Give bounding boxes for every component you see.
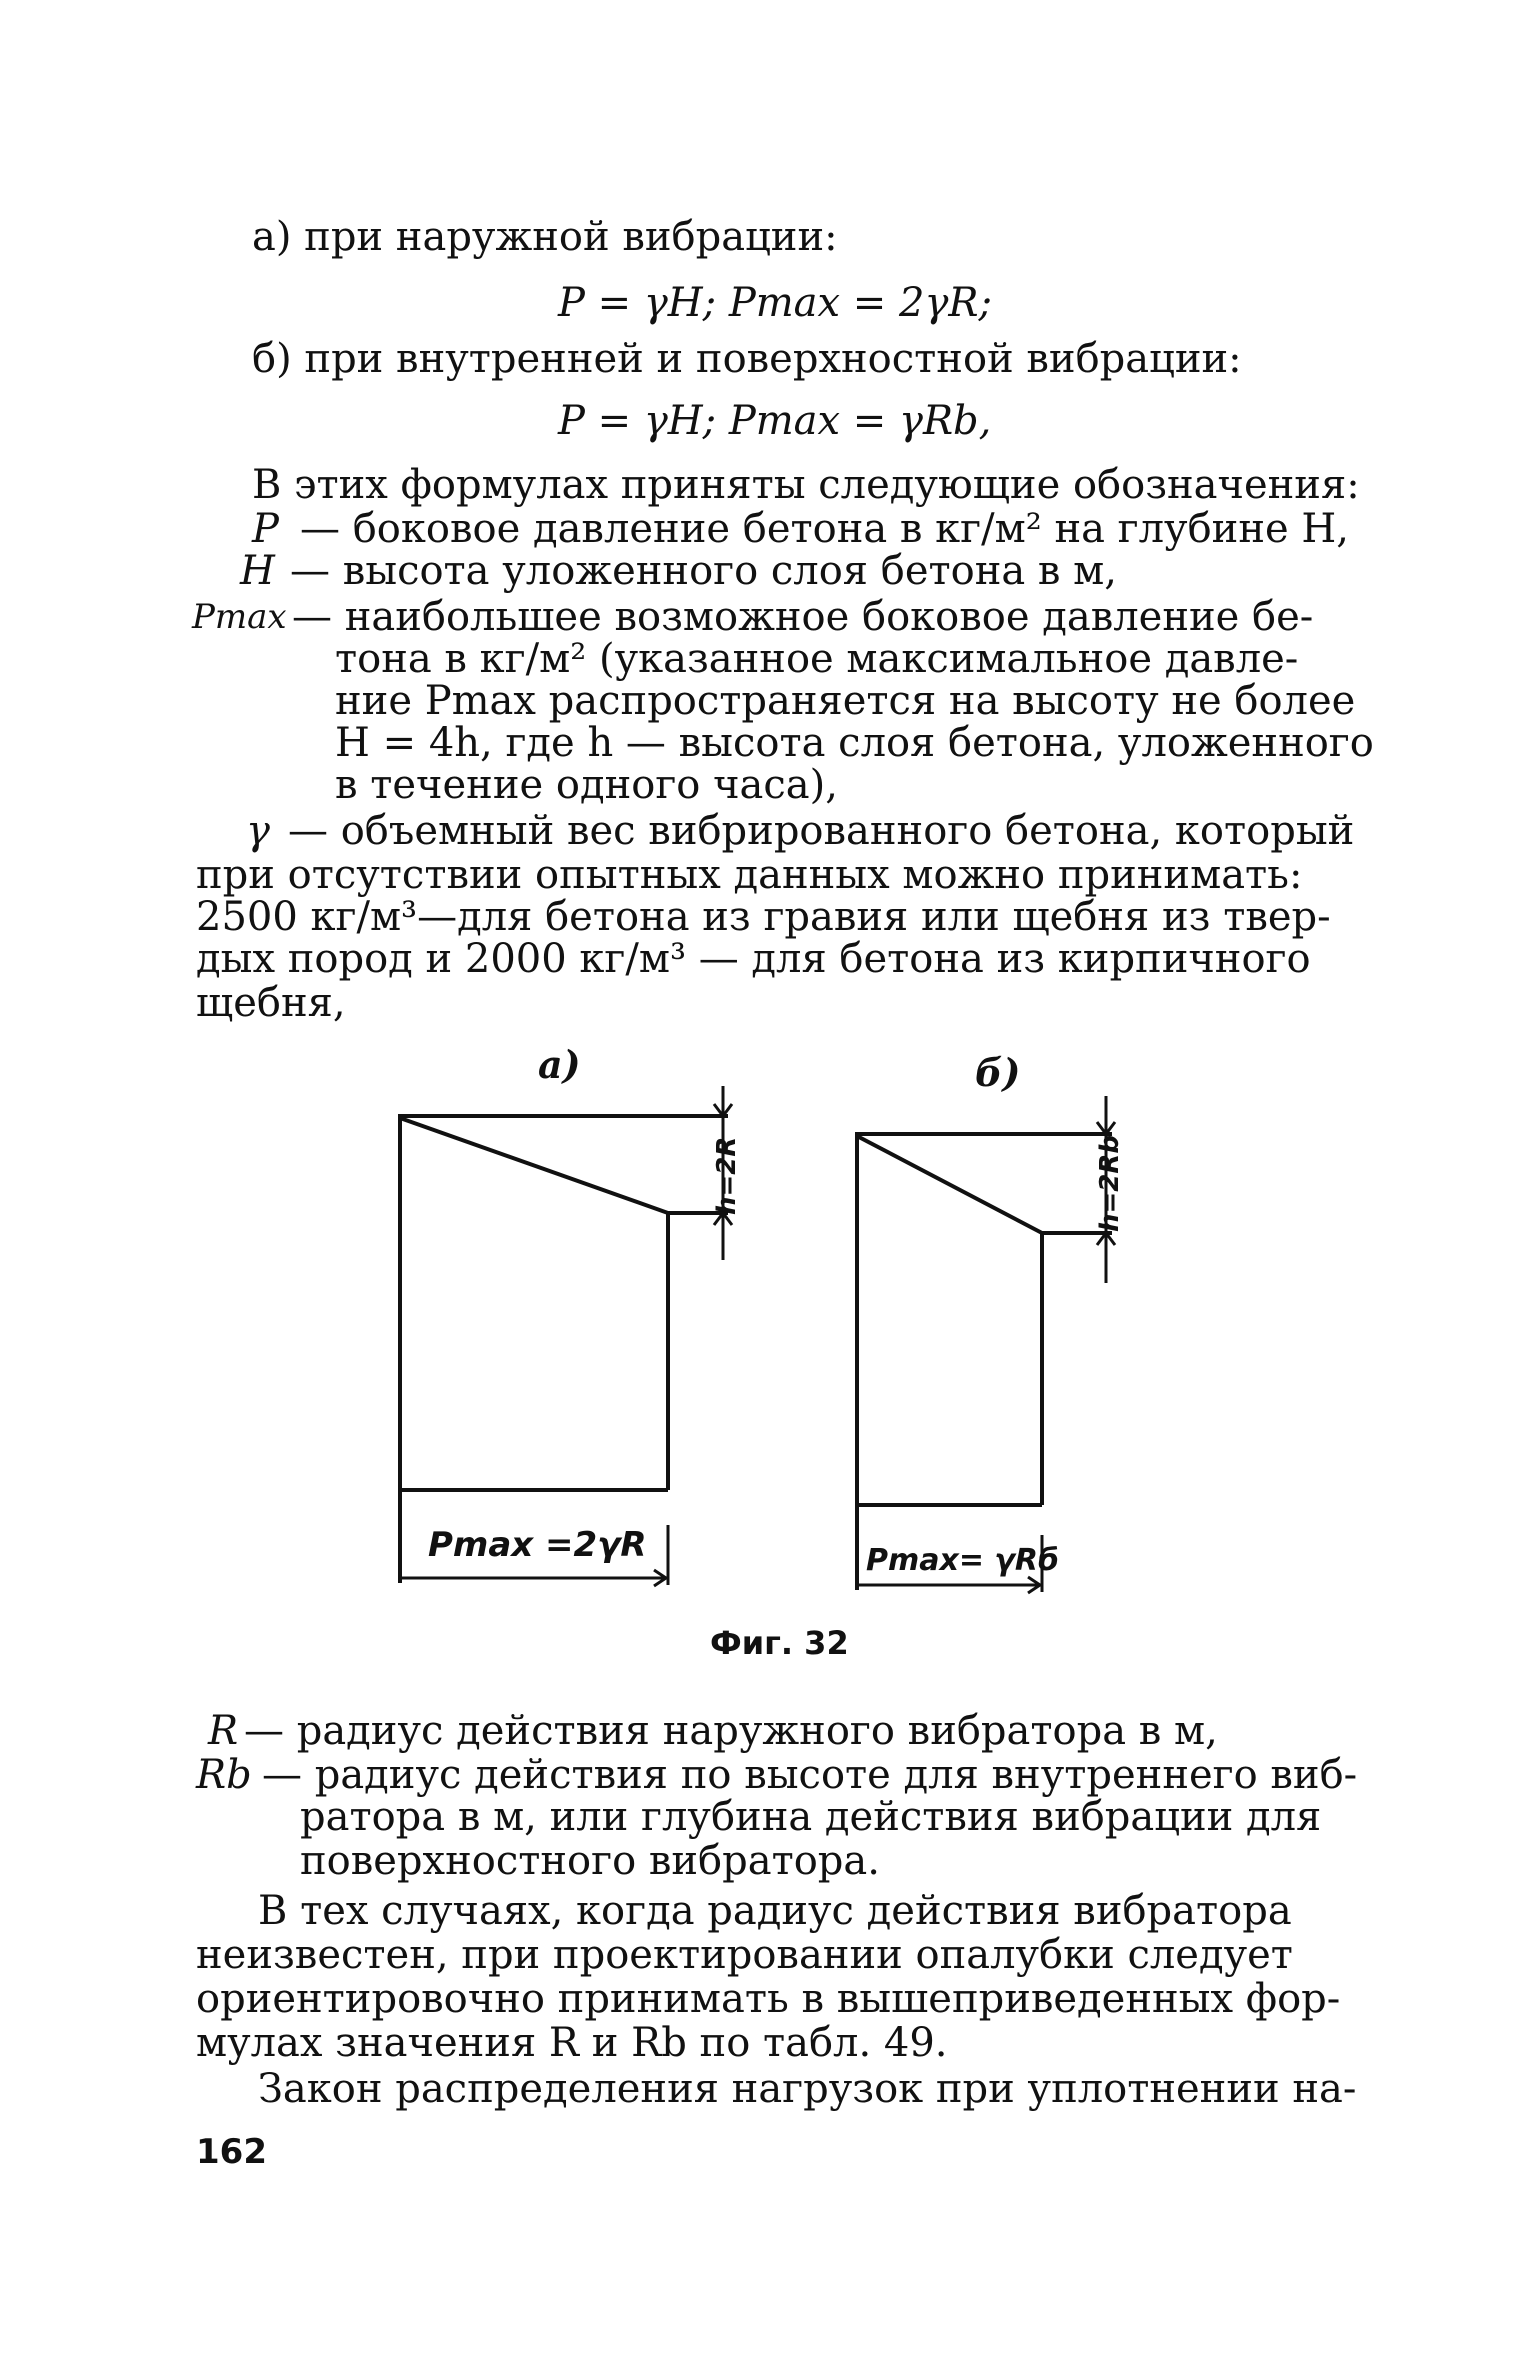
- heading-a: а) при наружной вибрации:: [252, 214, 838, 260]
- term-R: R: [208, 1708, 239, 1754]
- page-number: 162: [196, 2132, 267, 2172]
- diagram-a: [398, 1086, 732, 1586]
- def-Pmax-l5: в течение одного часа),: [335, 762, 838, 808]
- def-Pmax-l1: — наибольшее возможное боковое давление бе-: [292, 594, 1314, 640]
- heading-b: б) при внутренней и поверхностной вибрации:: [252, 336, 1242, 382]
- term-P: P: [252, 506, 279, 552]
- diagram-b-pressure-slope: [857, 1136, 1042, 1233]
- figure-label-a: а): [538, 1042, 581, 1087]
- term-Rb: Rb: [196, 1752, 252, 1798]
- para1-line1: В тех случаях, когда радиус действия вибратора: [258, 1888, 1292, 1934]
- def-R: — радиус действия наружного вибратора в м,: [244, 1708, 1218, 1754]
- formula-a: P = γH; Pmax = 2γR;: [558, 280, 992, 326]
- formula-b: P = γH; Pmax = γRb,: [558, 398, 992, 444]
- para2-line1: Закон распределения нагрузок при уплотнении на-: [258, 2066, 1357, 2112]
- diagram-b: [855, 1096, 1115, 1593]
- intro-line: В этих формулах приняты следующие обозначения:: [252, 462, 1360, 508]
- def-gamma-l3: 2500 кг/м³—для бетона из гравия или щебня из твер-: [196, 894, 1331, 940]
- def-Rb-l2: ратора в м, или глубина действия вибрации для: [300, 1794, 1322, 1840]
- term-H: H: [240, 548, 275, 594]
- figure-caption: Фиг. 32: [710, 1624, 849, 1662]
- def-Pmax-l2: тона в кг/м² (указанное максимальное давле-: [335, 636, 1299, 682]
- figure-label-b: б): [975, 1050, 1021, 1095]
- def-P: — боковое давление бетона в кг/м² на глубине H,: [300, 506, 1349, 552]
- term-Pmax: Pmax: [192, 597, 287, 637]
- para1-line4: мулах значения R и Rb по табл. 49.: [196, 2020, 948, 2066]
- dim-label-a: h=2R: [712, 1136, 742, 1215]
- diagram-a-pressure-slope: [400, 1118, 668, 1213]
- def-gamma-l5: щебня,: [196, 980, 346, 1026]
- def-Pmax-l3: ние Pmax распространяется на высоту не более: [335, 678, 1356, 724]
- base-label-b: Pmax= γRб: [866, 1543, 1059, 1578]
- def-H: — высота уложенного слоя бетона в м,: [290, 548, 1117, 594]
- base-label-a: Pmax =2γR: [428, 1525, 647, 1565]
- def-Rb-l1: — радиус действия по высоте для внутреннего виб-: [262, 1752, 1358, 1798]
- para1-line3: ориентировочно принимать в вышеприведенных фор-: [196, 1976, 1341, 2022]
- para1-line2: неизвестен, при проектировании опалубки следует: [196, 1932, 1293, 1978]
- def-gamma-l2: при отсутствии опытных данных можно принимать:: [196, 852, 1303, 898]
- def-gamma-l4: дых пород и 2000 кг/м³ — для бетона из кирпичного: [196, 936, 1311, 982]
- def-Pmax-l4: H = 4h, где h — высота слоя бетона, уложенного: [335, 720, 1374, 766]
- def-Rb-l3: поверхностного вибратора.: [300, 1838, 880, 1884]
- dim-label-b: h=2Rb: [1095, 1134, 1125, 1232]
- def-gamma-l1: — объемный вес вибрированного бетона, который: [288, 808, 1355, 854]
- term-gamma: γ: [246, 808, 270, 854]
